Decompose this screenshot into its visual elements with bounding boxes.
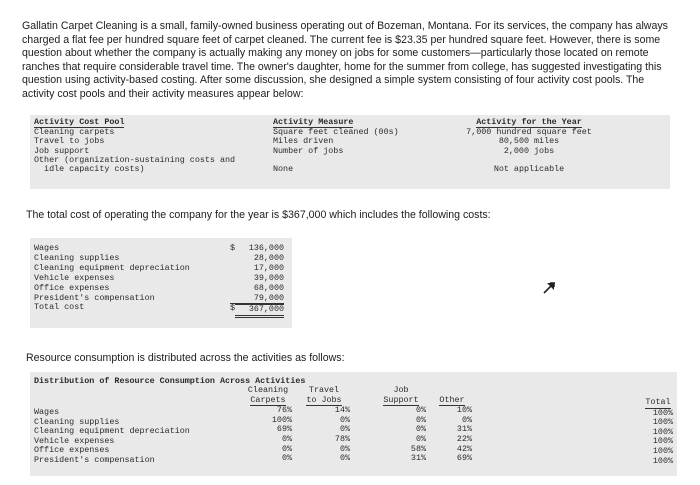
currency-symbol: $ [230,303,236,314]
table-cell: Total cost [34,302,85,313]
resource-distribution-table-total [507,372,677,476]
table-cell: Cleaning supplies [34,416,120,427]
column-header: Activity for the Year [476,117,582,127]
cost-breakdown-table [30,238,292,328]
table-cell: 7,000 hundred square feet [466,127,592,138]
table-cell: Miles driven [273,136,334,147]
table-cell: Cleaning equipment depreciation [34,426,190,437]
table-cell: 100% [652,436,673,447]
table-cell: 0% [281,453,292,464]
column-header: Travel [308,385,340,395]
intro-paragraph: Gallatin Carpet Cleaning is a small, family-owned business operating out of Bozeman, Montana. For its services, the company has always charged a flat fee per hundred square feet of carpet cleaned. The current fee is $23.35 per hundred square feet. However, there is some question about whether the company is actually making any money on jobs for some customers—particularly those located on remote ranches that require considerable travel time. The owner's daughter, home for the summer from college, has suggested investigating this question using activity-based costing. After some discussion, she designed a simple system consisting of four activity cost pools. The activity cost pools and their activity measures appear below: [22,20,668,100]
table-cell: 69% [276,424,292,435]
column-header: Cleaning [247,385,289,395]
job-support-column [376,386,426,464]
table-cell: Wages [34,243,60,253]
cleaning-carpets-column [244,386,292,464]
table-cell: 100% [652,407,673,418]
column-header: to Jobs [306,394,342,405]
column-header: Activity Measure [273,117,354,127]
table-cell: Not applicable [493,164,565,174]
column-header: Activity Cost Pool [34,117,125,127]
table-cell: 80,500 miles [498,136,560,147]
table-cell: 69% [456,453,472,464]
cost-amounts [230,244,284,318]
table-cell: 136,000 [248,243,284,253]
table-cell: Square feet cleaned (00s) [273,127,399,138]
table-cell: 17,000 [253,262,284,273]
table-cell: 100% [652,455,673,466]
table-cell: 68,000 [253,282,284,293]
table-cell: Office expenses [34,445,110,456]
activity-cost-pool-column [34,118,235,174]
column-header: Other [439,394,465,405]
table-cell: 14% [334,405,350,416]
column-header: Job [393,385,409,395]
table-cell: 0% [339,443,350,454]
mouse-pointer-icon [543,281,555,299]
currency-symbol: $ [230,243,236,253]
table-cell: Travel to jobs [34,136,105,147]
table-cell: 39,000 [253,272,284,283]
table-cell: 0% [415,424,426,435]
table-cell: 58% [410,443,426,454]
table-cell: Job support [34,145,90,156]
table-cell: 0% [339,424,350,435]
table-cell: Cleaning carpets [34,127,115,138]
cost-labels [34,244,190,313]
table-cell: 10% [456,405,472,416]
table-cell: 28,000 [253,252,284,263]
table-cell: 0% [339,414,350,425]
table-cell: idle capacity costs) [34,164,145,175]
table-cell: Number of jobs [273,145,344,156]
table-cell: 78% [334,433,350,444]
activity-cost-pools-table [30,115,670,189]
column-header: Total [645,397,671,407]
activity-for-year-column [461,118,597,174]
table-cell: None [273,164,294,174]
table-cell: Vehicle expenses [34,435,115,446]
table-cell: Other (organization-sustaining costs and [34,154,236,165]
table-cell: 100% [652,426,673,437]
resource-labels [34,408,190,466]
table-cell: 31% [410,453,426,464]
resource-distribution-table [30,372,507,476]
table-cell: 31% [456,424,472,435]
table-cell: 76% [276,405,292,416]
table-cell: Vehicle expenses [34,272,115,283]
table-cell: 42% [456,443,472,454]
table-cell: 0% [281,443,292,454]
other-column [432,386,472,464]
table-cell: 22% [456,433,472,444]
total-cost-sentence: The total cost of operating the company for the year is $367,000 which includes the following costs: [26,209,491,221]
table-cell: 100% [652,417,673,428]
table-cell: Office expenses [34,282,110,293]
table-cell: 0% [415,414,426,425]
table-cell: Cleaning equipment depreciation [34,262,190,273]
table-cell: President's compensation [34,454,155,465]
table-cell: 0% [415,433,426,444]
table-cell: 2,000 jobs [503,145,555,156]
table-cell: 0% [415,405,426,416]
table-cell: President's compensation [34,292,155,303]
table-cell: 100% [652,445,673,456]
table-cell: 0% [461,414,472,425]
table-cell: 100% [271,414,292,425]
table-title: Distribution of Resource Consumption Across Activities [34,376,306,386]
table-cell: Cleaning supplies [34,252,120,263]
resource-consumption-sentence: Resource consumption is distributed across the activities as follows: [26,352,345,364]
table-cell: Wages [34,407,60,417]
table-cell: 0% [281,433,292,444]
activity-measure-column [273,118,399,174]
table-cell: 79,000 [230,294,284,305]
column-header: Support [383,394,419,405]
table-cell: 0% [339,453,350,464]
column-header: Carpets [250,394,286,405]
table-cell: 367,000 [235,304,284,318]
total-column [643,398,673,466]
travel-to-jobs-column [298,386,350,464]
